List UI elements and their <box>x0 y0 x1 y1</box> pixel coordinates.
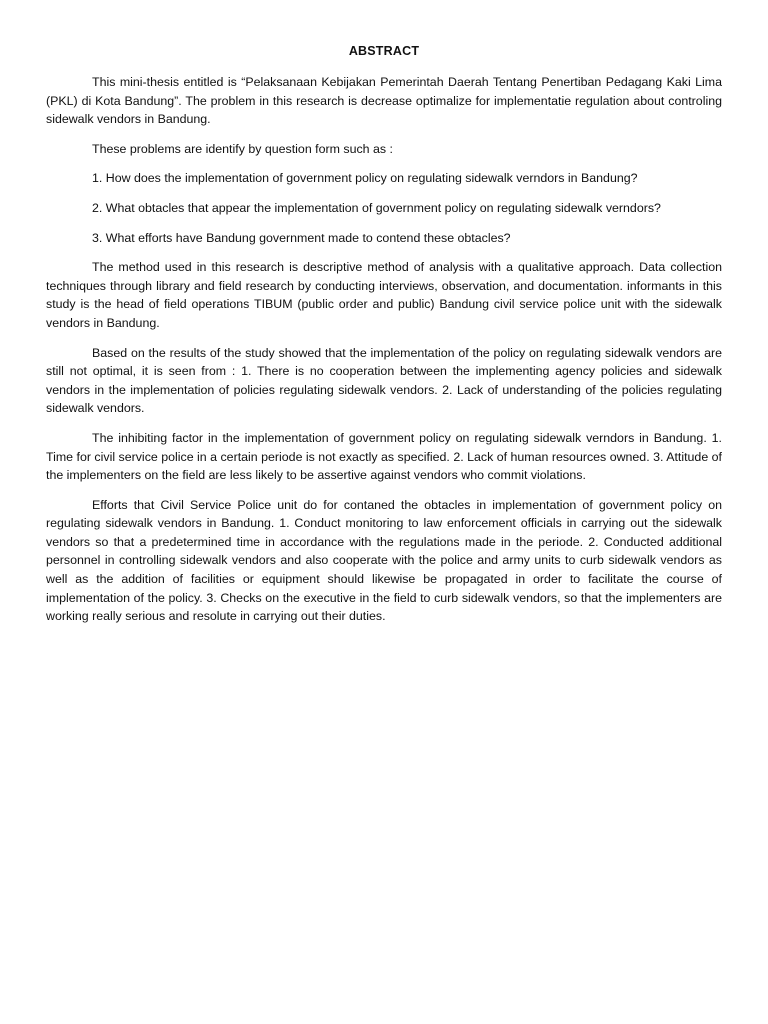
document-title: ABSTRACT <box>348 44 420 58</box>
paragraph-inhibiting-factors: The inhibiting factor in the implementation of government policy on regulating sidewalk verndors in Bandung. 1. Time for civil service police in a certain periode is not exactly as specified. 2. Lack of human resources owned. 3. Attitude of the implementers on the field are less likely to be assertive against vendors who commit violations. <box>46 430 722 483</box>
question-3: 3. What efforts have Bandung government made to contend these obtacles? <box>92 230 511 245</box>
question-1: 1. How does the implementation of government policy on regulating sidewalk verndors in Bandung? <box>92 171 638 186</box>
abstract-page <box>46 42 722 637</box>
paragraph-efforts: Efforts that Civil Service Police unit do for contaned the obtacles in implementation of government policy on regulating sidewalk vendors in Bandung. 1. Conduct monitoring to law enforcement officials in carrying out the sidewalk vendors so that a predetermined time in accordance with the regulations made in the periode. 2. Conducted additional personnel in controlling sidewalk vendors and also cooperate with the police and army units to curb sidewalk vendors as well as the addition of facilities or equipment should likewise be propagated in order to facilitate the course of implementation of the policy. 3. Checks on the executive in the field to curb sidewalk vendors, so that the implementers are working really serious and resolute in carrying out their duties. <box>46 497 722 624</box>
paragraph-method: The method used in this research is descriptive method of analysis with a qualitative approach. Data collection techniques through library and field research by conducting interviews, observation, and documentation. informants in this study is the head of field operations TIBUM (public order and public) Bandung civil service police unit with the sidewalk vendors in Bandung. <box>46 260 722 330</box>
paragraph-questions-lead: These problems are identify by question form such as : <box>92 141 393 156</box>
question-2: 2. What obtacles that appear the implementation of government policy on regulating sidewalk verndors? <box>92 200 661 215</box>
paragraph-results: Based on the results of the study showed that the implementation of the policy on regulating sidewalk vendors are still not optimal, it is seen from : 1. There is no cooperation between the implementing agency policies and sidewalk vendors in the implementation of policies regulating sidewalk vendors. 2. Lack of understanding of the policies regulating sidewalk vendors. <box>46 345 722 416</box>
paragraph-intro: This mini-thesis entitled is “Pelaksanaan Kebijakan Pemerintah Daerah Tentang Penertiban Pedagang Kaki Lima (PKL) di Kota Bandung”. The problem in this research is decrease optimalize for implementatie regulation about controling sidewalk vendors in Bandung. <box>46 75 722 127</box>
